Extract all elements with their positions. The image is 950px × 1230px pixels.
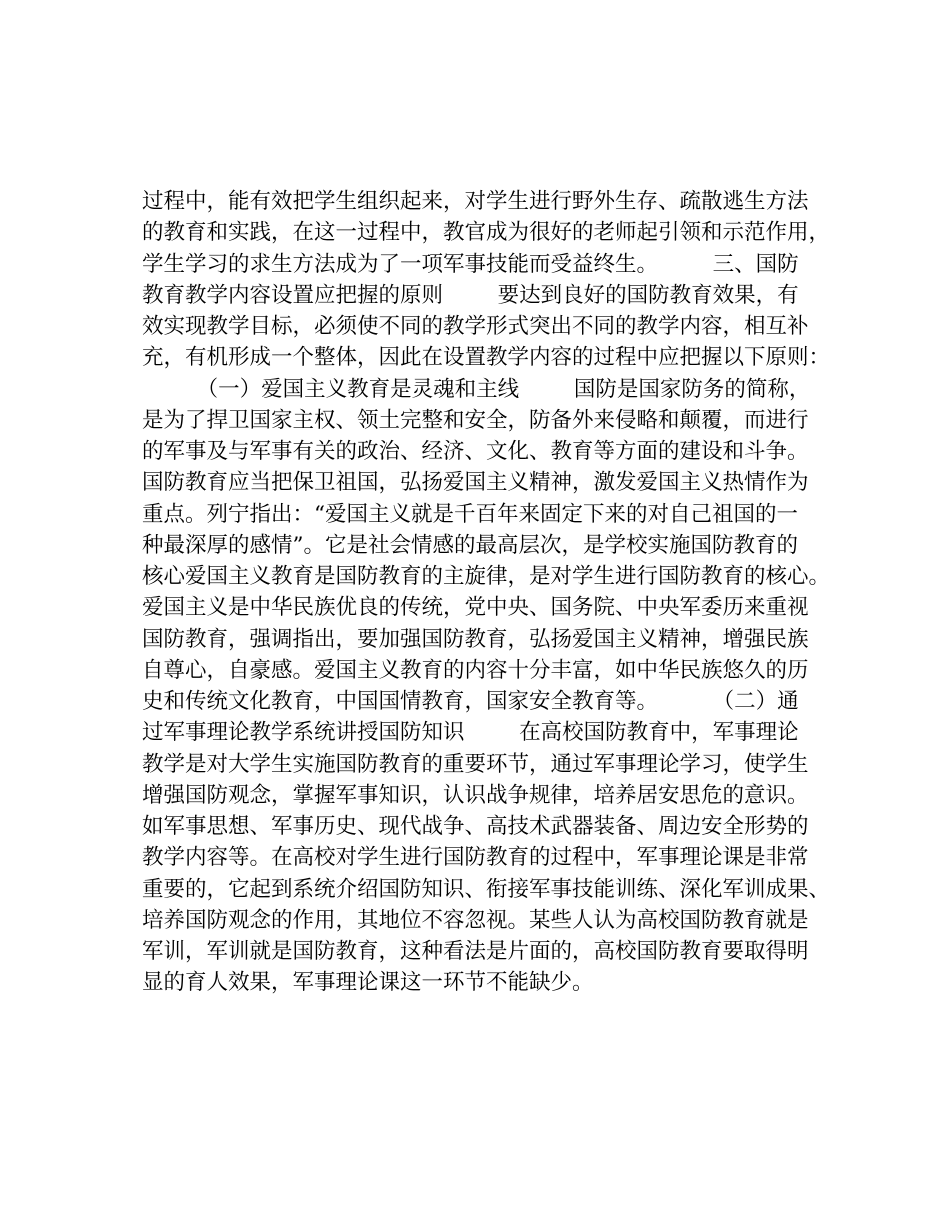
text-line: 的教育和实践，在这一过程中，教官成为很好的老师起引领和示范作用， [142, 220, 831, 246]
text-line: 重点。列宁指出：“爱国主义就是千百年来固定下来的对自己祖国的一 [142, 501, 798, 527]
text-line: 充，有机形成一个整体，因此在设置教学内容的过程中应把握以下原则： [142, 345, 831, 371]
text-line: 的军事及与军事有关的政治、经济、文化、教育等方面的建设和斗争。 [142, 439, 809, 464]
text-line: 如军事思想、军事历史、现代战争、高技术武器装备、周边安全形势的 [142, 814, 809, 839]
text-line: 核心爱国主义教育是国防教育的主旋律，是对学生进行国防教育的核心。 [142, 564, 831, 589]
text-line: 自尊心，自豪感。爱国主义教育的内容十分丰富，如中华民族悠久的历 [142, 657, 809, 683]
text-line: 国防教育，强调指出，要加强国防教育，弘扬爱国主义精神，增强民族 [142, 626, 809, 652]
text-line: 重要的，它起到系统介绍国防知识、衔接军事技能训练、深化军训成果、 [142, 876, 831, 902]
text-line: 爱国主义是中华民族优良的传统，党中央、国务院、中央军委历来重视 [142, 595, 809, 621]
text-line: 显的育人效果，军事理论课这一环节不能缺少。 [142, 970, 594, 996]
text-line: 国防教育应当把保卫祖国，弘扬爱国主义精神，激发爱国主义热情作为 [142, 470, 809, 496]
text-line: 教学内容等。在高校对学生进行国防教育的过程中，军事理论课是非常 [142, 845, 809, 871]
text-line: 学生学习的求生方法成为了一项军事技能而受益终生。 三、国防 [142, 251, 799, 277]
text-line: 效实现教学目标，必须使不同的教学形式突出不同的教学内容，相互补 [142, 314, 809, 339]
body-text [142, 186, 832, 999]
text-line: 增强国防观念，掌握军事知识，认识战争规律，培养居安思危的意识。 [142, 782, 809, 808]
text-line: 教学是对大学生实施国防教育的重要环节，通过军事理论学习，使学生 [142, 751, 809, 777]
text-line: 过程中，能有效把学生组织起来，对学生进行野外生存、疏散逃生方法 [142, 189, 809, 214]
text-line: 过军事理论教学系统讲授国防知识 在高校国防教育中，军事理论 [142, 720, 799, 746]
text-line: 培养国防观念的作用，其地位不容忽视。某些人认为高校国防教育就是 [142, 907, 809, 933]
text-line: 教育教学内容设置应把握的原则 要达到良好的国防教育效果，有 [142, 282, 799, 308]
text-line: 种最深厚的感情”。它是社会情感的最高层次，是学校实施国防教育的 [142, 532, 798, 558]
text-line: （一）爱国主义教育是灵魂和主线 国防是国家防务的简称， [142, 376, 811, 402]
text-line: 史和传统文化教育，中国国情教育，国家安全教育等。 （二）通 [142, 689, 799, 714]
text-line: 军训，军训就是国防教育，这种看法是片面的，高校国防教育要取得明 [142, 939, 809, 964]
text-line: 是为了捍卫国家主权、领土完整和安全，防备外来侵略和颠覆，而进行 [142, 407, 809, 433]
